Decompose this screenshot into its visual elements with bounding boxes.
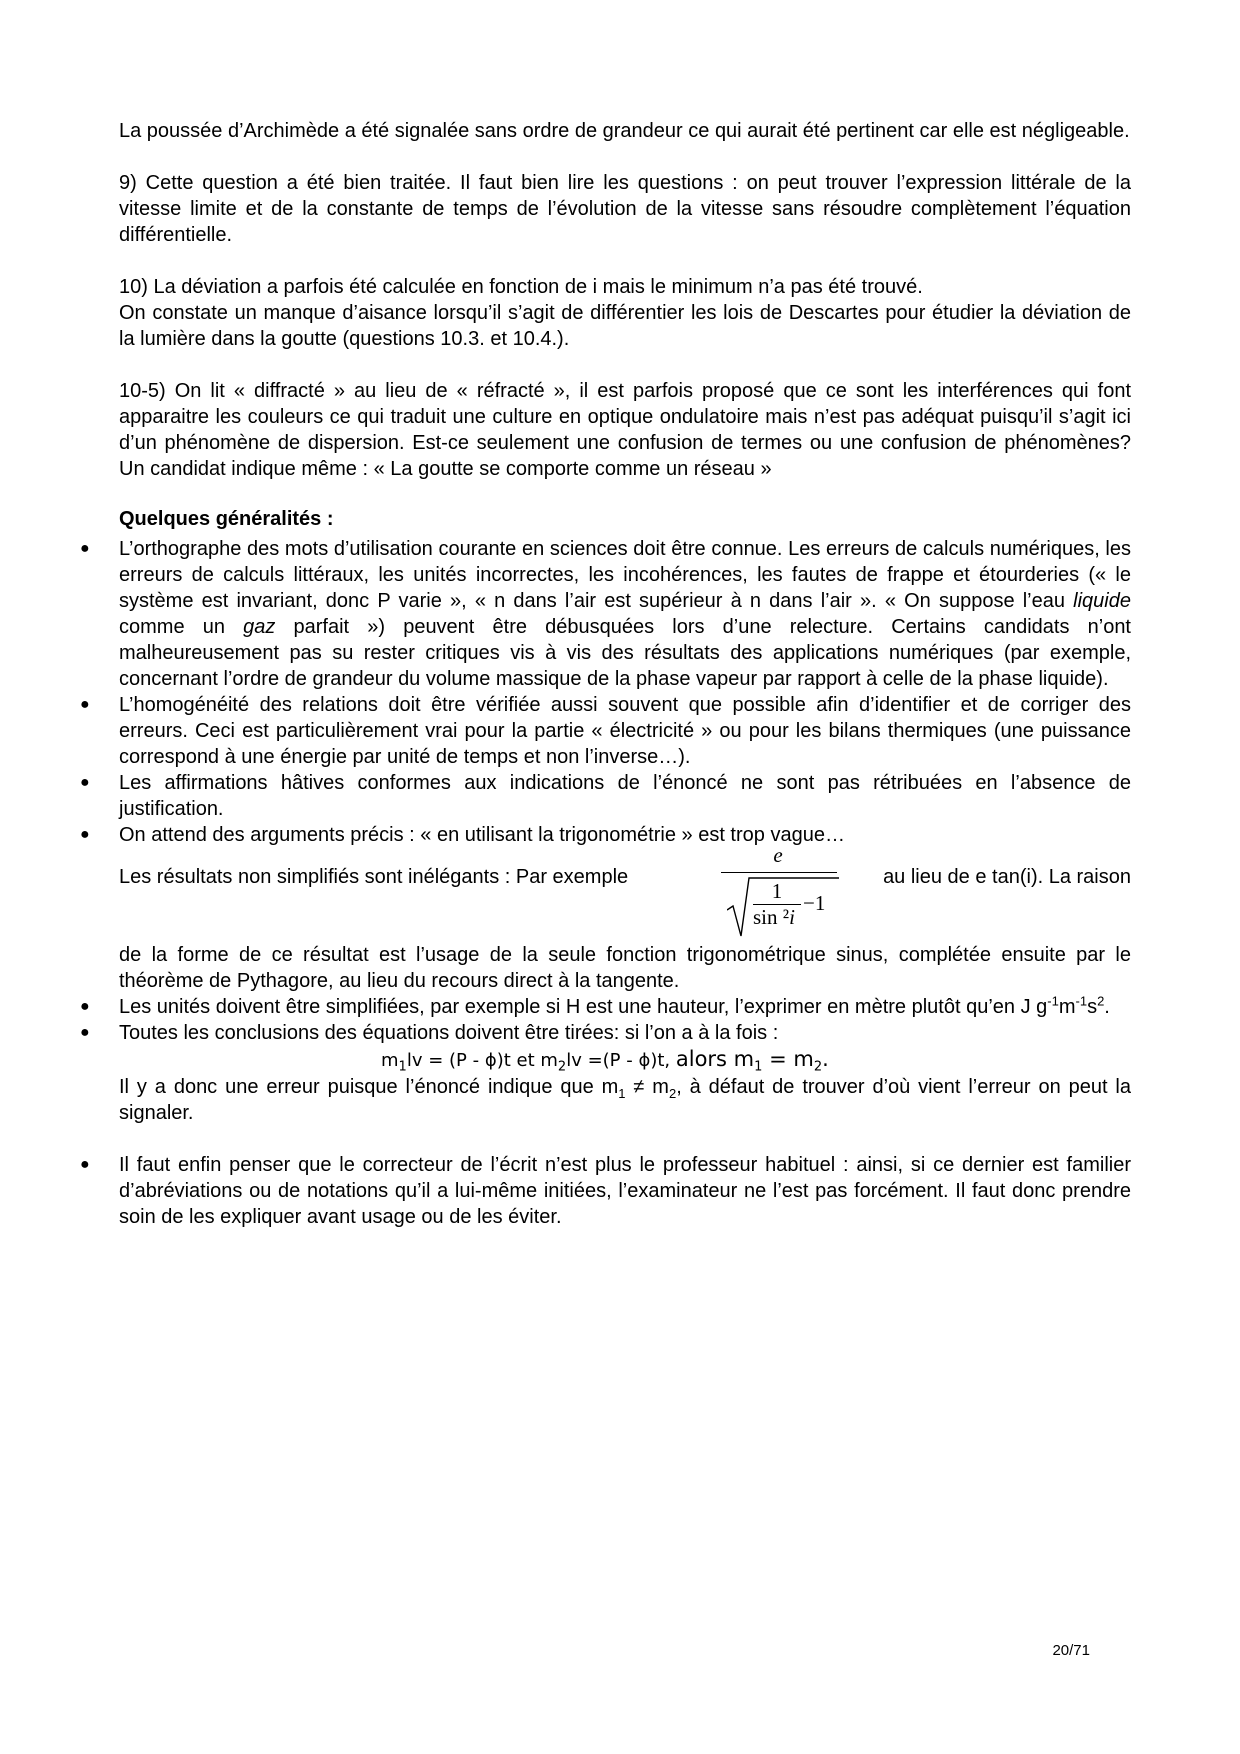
- formula-one: 1: [771, 879, 783, 903]
- formula-numerator: e: [773, 843, 783, 867]
- generalities-list: [80, 536, 1131, 1230]
- paragraph-question-10-5: 10-5) On lit « diffracté » au lieu de « réfracté », il est parfois proposé que ce sont les interférences qui font apparaitre les couleurs ce qui traduit une culture en optique ondulatoire mais n’est pas adéquat puisqu’il s’agit ici d’un phénomène de dispersion. Est-ce seulement une confusion de termes ou une confusion de phénomènes? Un candidat indique même : « La goutte se comporte comme un réseau »: [119, 380, 1131, 480]
- list-item: [80, 1152, 1131, 1230]
- formula-sin: sin ²i: [753, 905, 795, 929]
- fraction-bar: [721, 872, 837, 873]
- list-item-text: comme un: [119, 616, 244, 638]
- formula-trail-text: au lieu de e tan(i). La raison: [883, 866, 1131, 888]
- list-item: [80, 536, 1131, 692]
- list-item-text: L’orthographe des mots d’utilisation courante en sciences doit être connue. Les erreurs de calculs numériques, les erreurs de calculs littéraux, les unités incorrectes, les incohérences, les fautes de frappe et étourderies (« le système est invariant, donc P varie », « n dans l’air est supérieur à n dans l’air ». « On suppose l’eau: [119, 538, 1131, 612]
- list-item: [80, 692, 1131, 770]
- section-heading: Quelques généralités :: [119, 508, 334, 530]
- list-item-italic: gaz: [243, 616, 276, 638]
- bullet-icon: ●: [80, 774, 90, 791]
- list-item-text: Toutes les conclusions des équations doivent être tirées: si l’on a à la fois :: [119, 1022, 779, 1044]
- list-item-italic: liquide: [1073, 590, 1131, 612]
- equation-line: $m_1lv = (P - \phi)t$ et $m_2lv =(P - \phi)t$, alors $m_1 = m_2$.: [381, 1047, 829, 1075]
- list-item: [80, 770, 1131, 822]
- list-item-text: L’homogénéité des relations doit être vérifiée aussi souvent que possible afin d’identifier et de corriger des erreurs. Ceci est particulièrement vrai pour la partie « électricité » ou pour les bilans thermiques (une puissance correspond à une énergie par unité de temps et non l’inverse…).: [119, 694, 1131, 768]
- formula-row: [119, 843, 1131, 942]
- paragraph-question-9: 9) Cette question a été bien traitée. Il faut bien lire les questions : on peut trouver l’expression littérale de la vitesse limite et de la constante de temps de l’évolution de la vitesse sans résoudre complètement l’équation différentielle.: [119, 172, 1131, 246]
- list-item-text: Les affirmations hâtives conformes aux indications de l’énoncé ne sont pas rétribuées en l’absence de justification.: [119, 772, 1131, 820]
- bullet-icon: ●: [80, 540, 90, 557]
- list-item: [80, 822, 1131, 994]
- paragraph-question-10-detail: On constate un manque d’aisance lorsqu’il s’agit de différentier les lois de Descartes pour étudier la déviation de la lumière dans la goutte (questions 10.3. et 10.4.).: [119, 302, 1131, 350]
- list-item: [80, 1020, 1131, 1126]
- bullet-icon: ●: [80, 1024, 90, 1041]
- formula-fraction: [717, 842, 839, 942]
- bullet-icon: ●: [80, 826, 90, 843]
- page-number: 20/71: [1052, 1642, 1090, 1659]
- paragraph-archimede: La poussée d’Archimède a été signalée sans ordre de grandeur ce qui aurait été pertinent car elle est négligeable.: [119, 120, 1130, 142]
- bullet-icon: ●: [80, 998, 90, 1015]
- list-item-continuation: de la forme de ce résultat est l’usage de la seule fonction trigonométrique sinus, complétée ensuite par le théorème de Pythagore, au lieu du recours direct à la tangente.: [119, 944, 1131, 992]
- list-item-text: Il faut enfin penser que le correcteur de l’écrit n’est plus le professeur habituel : ainsi, si ce dernier est familier d’abréviations ou de notations qu’il a lui-même initiées, l’examinateur ne l’est pas forcément. Il faut donc prendre soin de les expliquer avant usage ou de les éviter.: [119, 1154, 1131, 1228]
- list-item: ● Les unités doivent être simplifiées, par exemple si H est une hauteur, l’exprimer en mètre plutôt qu’en J $g^{-1}m^{-1}s^2$.: [80, 993, 1110, 1018]
- paragraph-question-10: 10) La déviation a parfois été calculée en fonction de i mais le minimum n’a pas été trouvé.: [119, 276, 923, 298]
- bullet-icon: ●: [80, 696, 90, 713]
- bullet-icon: ●: [80, 1156, 90, 1173]
- list-item-text: parfait ») peuvent être débusquées lors d’une relecture. Certains candidats n’ont malheureusement pas su rester critiques vis à vis des résultats des applications numériques (par exemple, concernant l’ordre de grandeur du volume massique de la phase vapeur par rapport à celle de la phase liquide).: [119, 616, 1131, 690]
- list-item-text: Les unités doivent être simplifiées, par exemple si H est une hauteur, l’exprimer en mètre plutôt qu’en J g: [119, 996, 1048, 1018]
- formula-lead-text: Les résultats non simplifiés sont inélégants : Par exemple: [119, 866, 629, 888]
- list-item-text: On attend des arguments précis : « en utilisant la trigonométrie » est trop vague…: [119, 824, 845, 846]
- formula-minus-one: −1: [803, 891, 826, 915]
- page-content: [80, 118, 1131, 1230]
- list-item-continuation: Il y a donc une erreur puisque l’énoncé indique que $m_1 \ne m_2$, à défaut de trouver d’où vient l’erreur on peut la signaler.: [119, 1076, 1131, 1124]
